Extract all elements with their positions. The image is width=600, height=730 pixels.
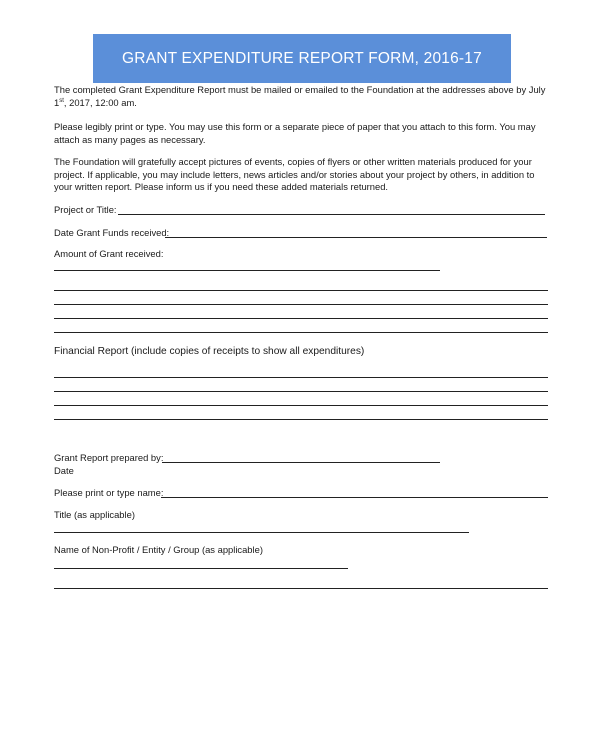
amount-label: Amount of Grant received:	[54, 248, 164, 259]
amount-line-5[interactable]	[54, 332, 548, 333]
project-title-label: Project or Title:	[54, 204, 117, 215]
financial-report-label: Financial Report (include copies of receipts to show all expenditures)	[54, 346, 365, 357]
date-funds-line[interactable]	[165, 237, 547, 238]
deadline-superscript: st	[59, 97, 64, 104]
financial-line-3[interactable]	[54, 405, 548, 406]
financial-line-1[interactable]	[54, 377, 548, 378]
financial-line-4[interactable]	[54, 419, 548, 420]
print-name-line[interactable]	[161, 497, 548, 498]
org-name-line-1[interactable]	[54, 568, 348, 569]
amount-line-1[interactable]	[54, 270, 440, 271]
org-name-label: Name of Non-Profit / Entity / Group (as applicable)	[54, 544, 263, 555]
prepared-by-label: Grant Report prepared by:	[54, 452, 164, 463]
intro-paragraph-materials: The Foundation will gratefully accept pictures of events, copies of flyers or other written materials produced for your project. If applicable, you may include letters, news articles and/or stories about your project by others, in addition to your written report. Please inform us if you need these added materials returned.	[54, 156, 535, 193]
date-funds-label: Date Grant Funds received:	[54, 227, 170, 238]
intro-paragraph-instructions: Please legibly print or type. You may use this form or a separate piece of paper that you attach to this form. You may attach as many pages as necessary.	[54, 121, 536, 145]
amount-line-2[interactable]	[54, 290, 548, 291]
amount-line-3[interactable]	[54, 304, 548, 305]
form-title: GRANT EXPENDITURE REPORT FORM, 2016-17	[122, 49, 482, 67]
org-name-line-2[interactable]	[54, 588, 548, 589]
title-applicable-line[interactable]	[54, 532, 469, 533]
title-banner	[93, 34, 511, 83]
project-title-line[interactable]	[118, 214, 545, 215]
title-applicable-label: Title (as applicable)	[54, 509, 135, 520]
prepared-by-line[interactable]	[162, 462, 440, 463]
deadline-text-end: , 2017, 12:00 am.	[63, 96, 137, 108]
amount-line-4[interactable]	[54, 318, 548, 319]
financial-line-2[interactable]	[54, 391, 548, 392]
date-label: Date	[54, 465, 74, 476]
deadline-text: The completed Grant Expenditure Report must be mailed or emailed to the Foundation at the addresses above by July 1	[54, 84, 546, 108]
intro-paragraph-deadline	[54, 84, 554, 109]
print-name-label: Please print or type name:	[54, 487, 164, 498]
